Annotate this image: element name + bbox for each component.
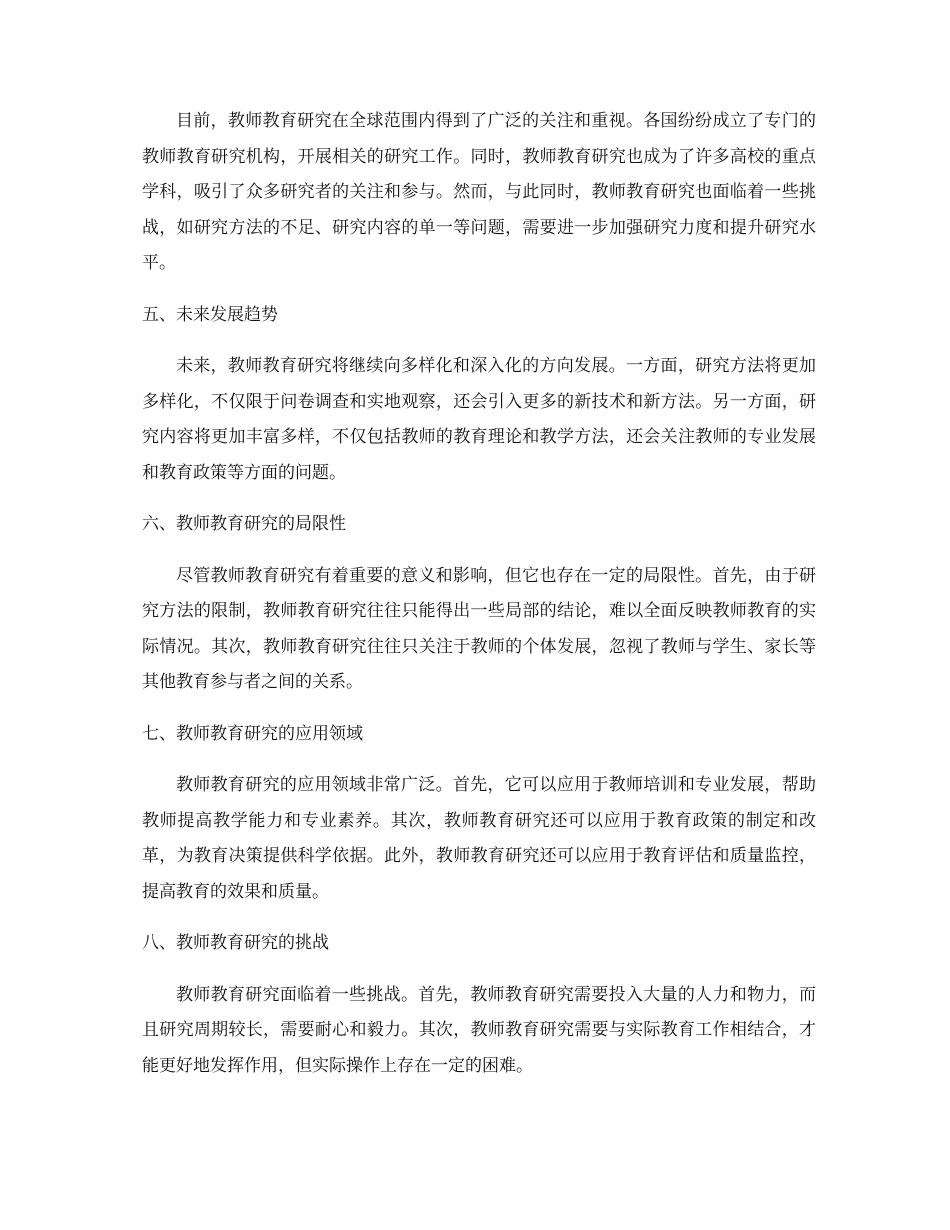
paragraph-future-trends: 未来，教师教育研究将继续向多样化和深入化的方向发展。一方面，研究方法将更加多样化，不仅限于问卷调查和实地观察，还会引入更多的新技术和新方法。另一方面，研究内容将更加丰富多样，不仅包括教师的教育理论和教学方法，还会关注教师的专业发展和教育政策等方面的问题。 <box>142 356 816 483</box>
paragraph-applications: 教师教育研究的应用领域非常广泛。首先，它可以应用于教师培训和专业发展，帮助教师提高教学能力和专业素养。其次，教师教育研究还可以应用于教育政策的制定和改革，为教育决策提供科学依据。此外，教师教育研究还可以应用于教育评估和质量监控，提高教育的效果和质量。 <box>142 775 816 902</box>
paragraph-limitations: 尽管教师教育研究有着重要的意义和影响，但它也存在一定的局限性。首先，由于研究方法的限制，教师教育研究往往只能得出一些局部的结论，难以全面反映教师教育的实际情况。其次，教师教育研究往往只关注于教师的个体发展，忽视了教师与学生、家长等其他教育参与者之间的关系。 <box>142 565 816 692</box>
section-heading-challenges: 八、教师教育研究的挑战 <box>142 933 329 953</box>
paragraph-challenges: 教师教育研究面临着一些挑战。首先，教师教育研究需要投入大量的人力和物力，而且研究周期较长，需要耐心和毅力。其次，教师教育研究需要与实际教育工作相结合，才能更好地发挥作用，但实际操作上存在一定的困难。 <box>142 984 816 1076</box>
section-heading-future-trends: 五、未来发展趋势 <box>142 304 278 325</box>
section-heading-applications: 七、教师教育研究的应用领域 <box>142 723 363 744</box>
section-heading-limitations: 六、教师教育研究的局限性 <box>142 514 346 534</box>
document-body <box>142 104 816 1100</box>
paragraph-current-status: 目前，教师教育研究在全球范围内得到了广泛的关注和重视。各国纷纷成立了专门的教师教育研究机构，开展相关的研究工作。同时，教师教育研究也成为了许多高校的重点学科，吸引了众多研究者的关注和参与。然而，与此同时，教师教育研究也面临着一些挑战，如研究方法的不足、研究内容的单一等问题，需要进一步加强研究力度和提升研究水平。 <box>142 111 816 273</box>
